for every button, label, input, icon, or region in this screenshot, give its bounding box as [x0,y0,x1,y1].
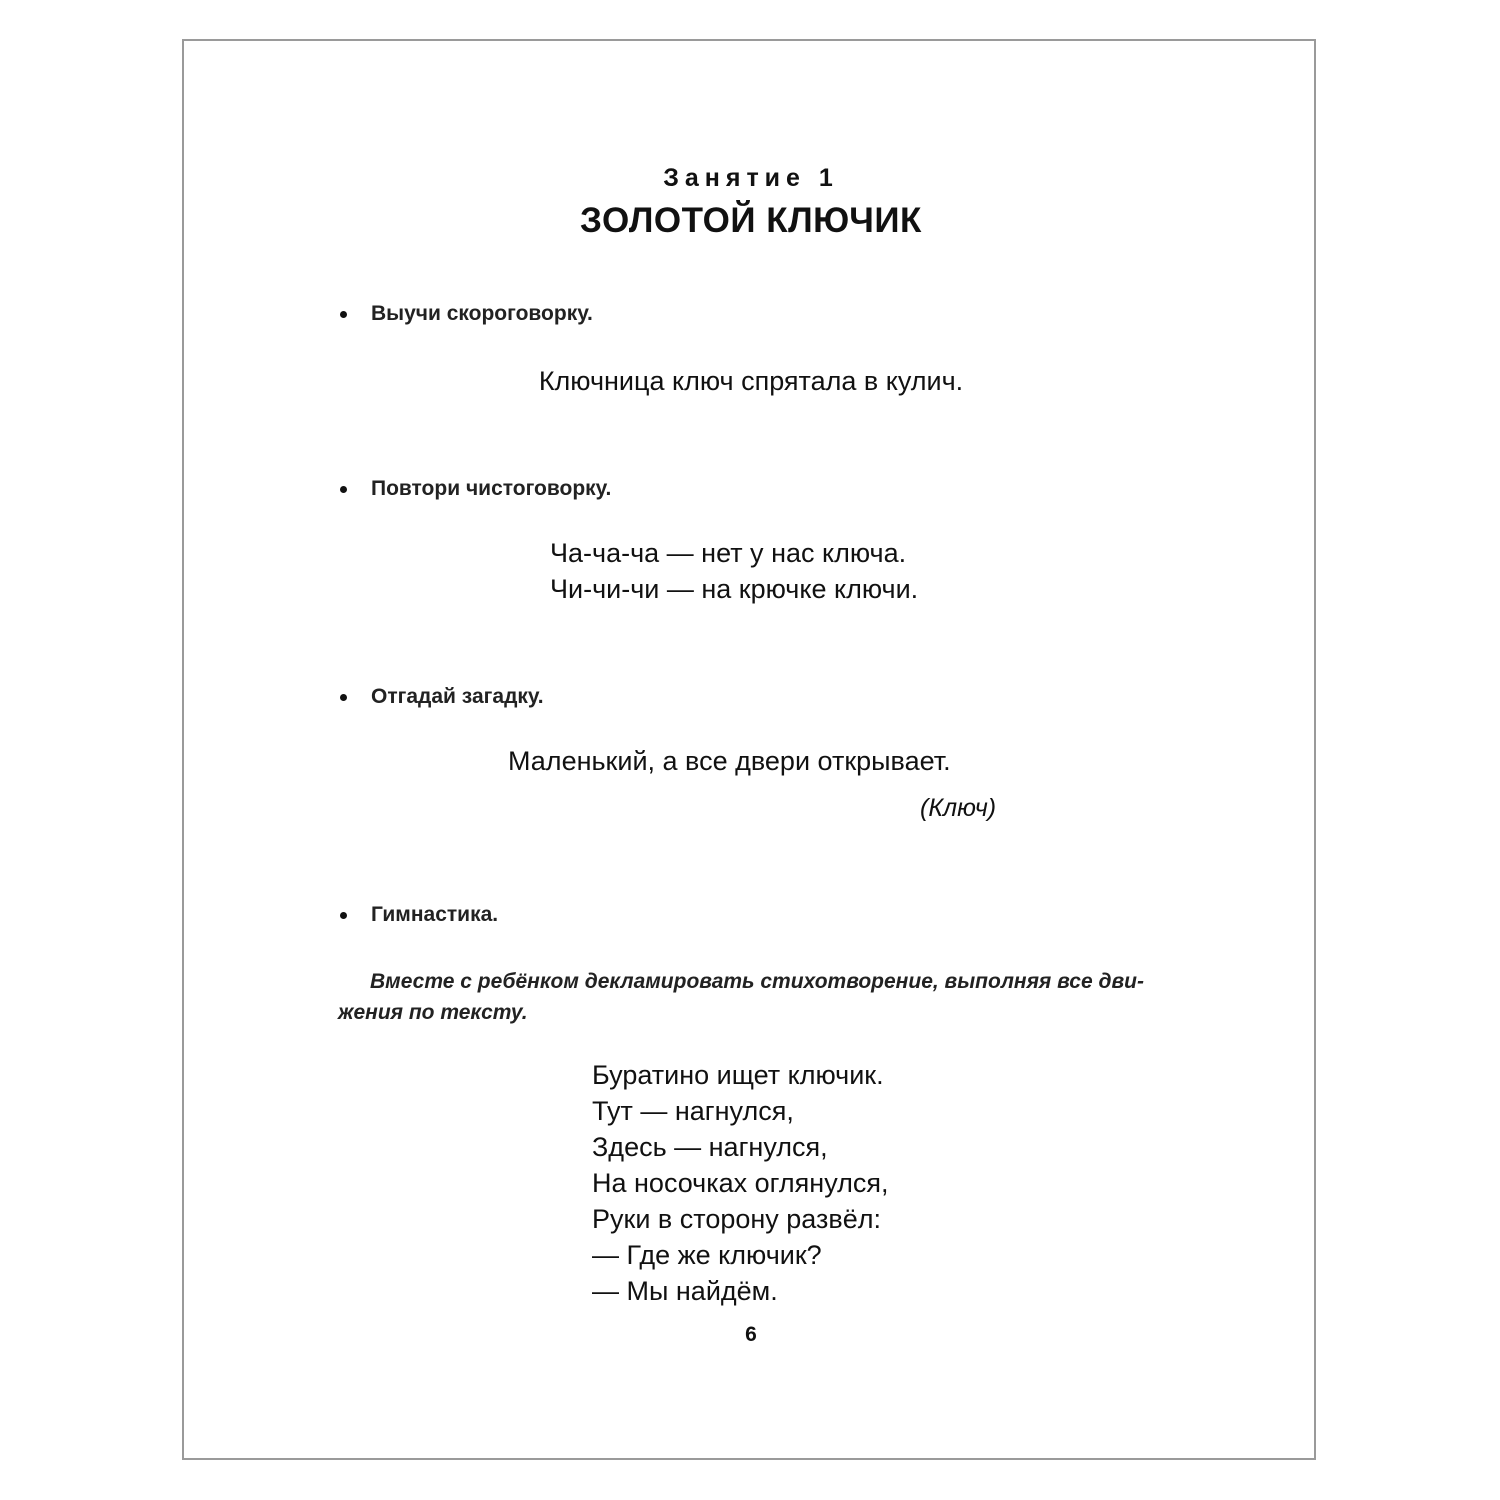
poem-line: Буратино ищет ключик. [592,1060,884,1090]
riddle-answer: (Ключ) [920,794,997,822]
book-page [182,39,1316,1460]
instruction-line: Вместе с ребёнком декламировать стихотворение, выполняя все дви- [370,970,1144,993]
poem-line: Тут — нагнулся, [592,1096,794,1126]
bullet-icon [340,694,347,701]
pure-phrase-line: Чи-чи-чи — на крючке ключи. [550,574,919,604]
gymnastics-instruction [338,966,1190,1028]
bullet-icon [340,486,347,493]
bullet-icon [340,912,347,919]
pure-phrase-line: Ча-ча-ча — нет у нас ключа. [550,538,907,568]
poem-line: Руки в сторону развёл: [592,1204,881,1234]
task-heading-riddle [338,685,544,709]
task-heading-text: Повтори чистоговорку. [371,477,612,500]
poem-line: — Мы найдём. [592,1276,778,1306]
bullet-icon [340,311,347,318]
pure-phrase-block [550,535,918,607]
instruction-line: жения по тексту. [338,1001,528,1024]
task-heading-tongue-twister [338,302,593,326]
lesson-title: ЗОЛОТОЙ КЛЮЧИК [580,201,922,240]
page-number: 6 [745,1323,757,1346]
lesson-label: Занятие 1 [663,164,839,192]
riddle-text: Маленький, а все двери открывает. [508,746,951,776]
task-heading-text: Выучи скороговорку. [371,302,593,325]
task-heading-gymnastics [338,903,498,927]
poem-line: — Где же ключик? [592,1240,822,1270]
tongue-twister-text: Ключница ключ спрятала в кулич. [538,366,964,396]
task-heading-pure-phrase [338,477,611,501]
poem-block [592,1057,889,1309]
task-heading-text: Отгадай загадку. [371,685,544,708]
poem-line: На носочках оглянулся, [592,1168,889,1198]
task-heading-text: Гимнастика. [371,903,499,926]
poem-line: Здесь — нагнулся, [592,1132,828,1162]
